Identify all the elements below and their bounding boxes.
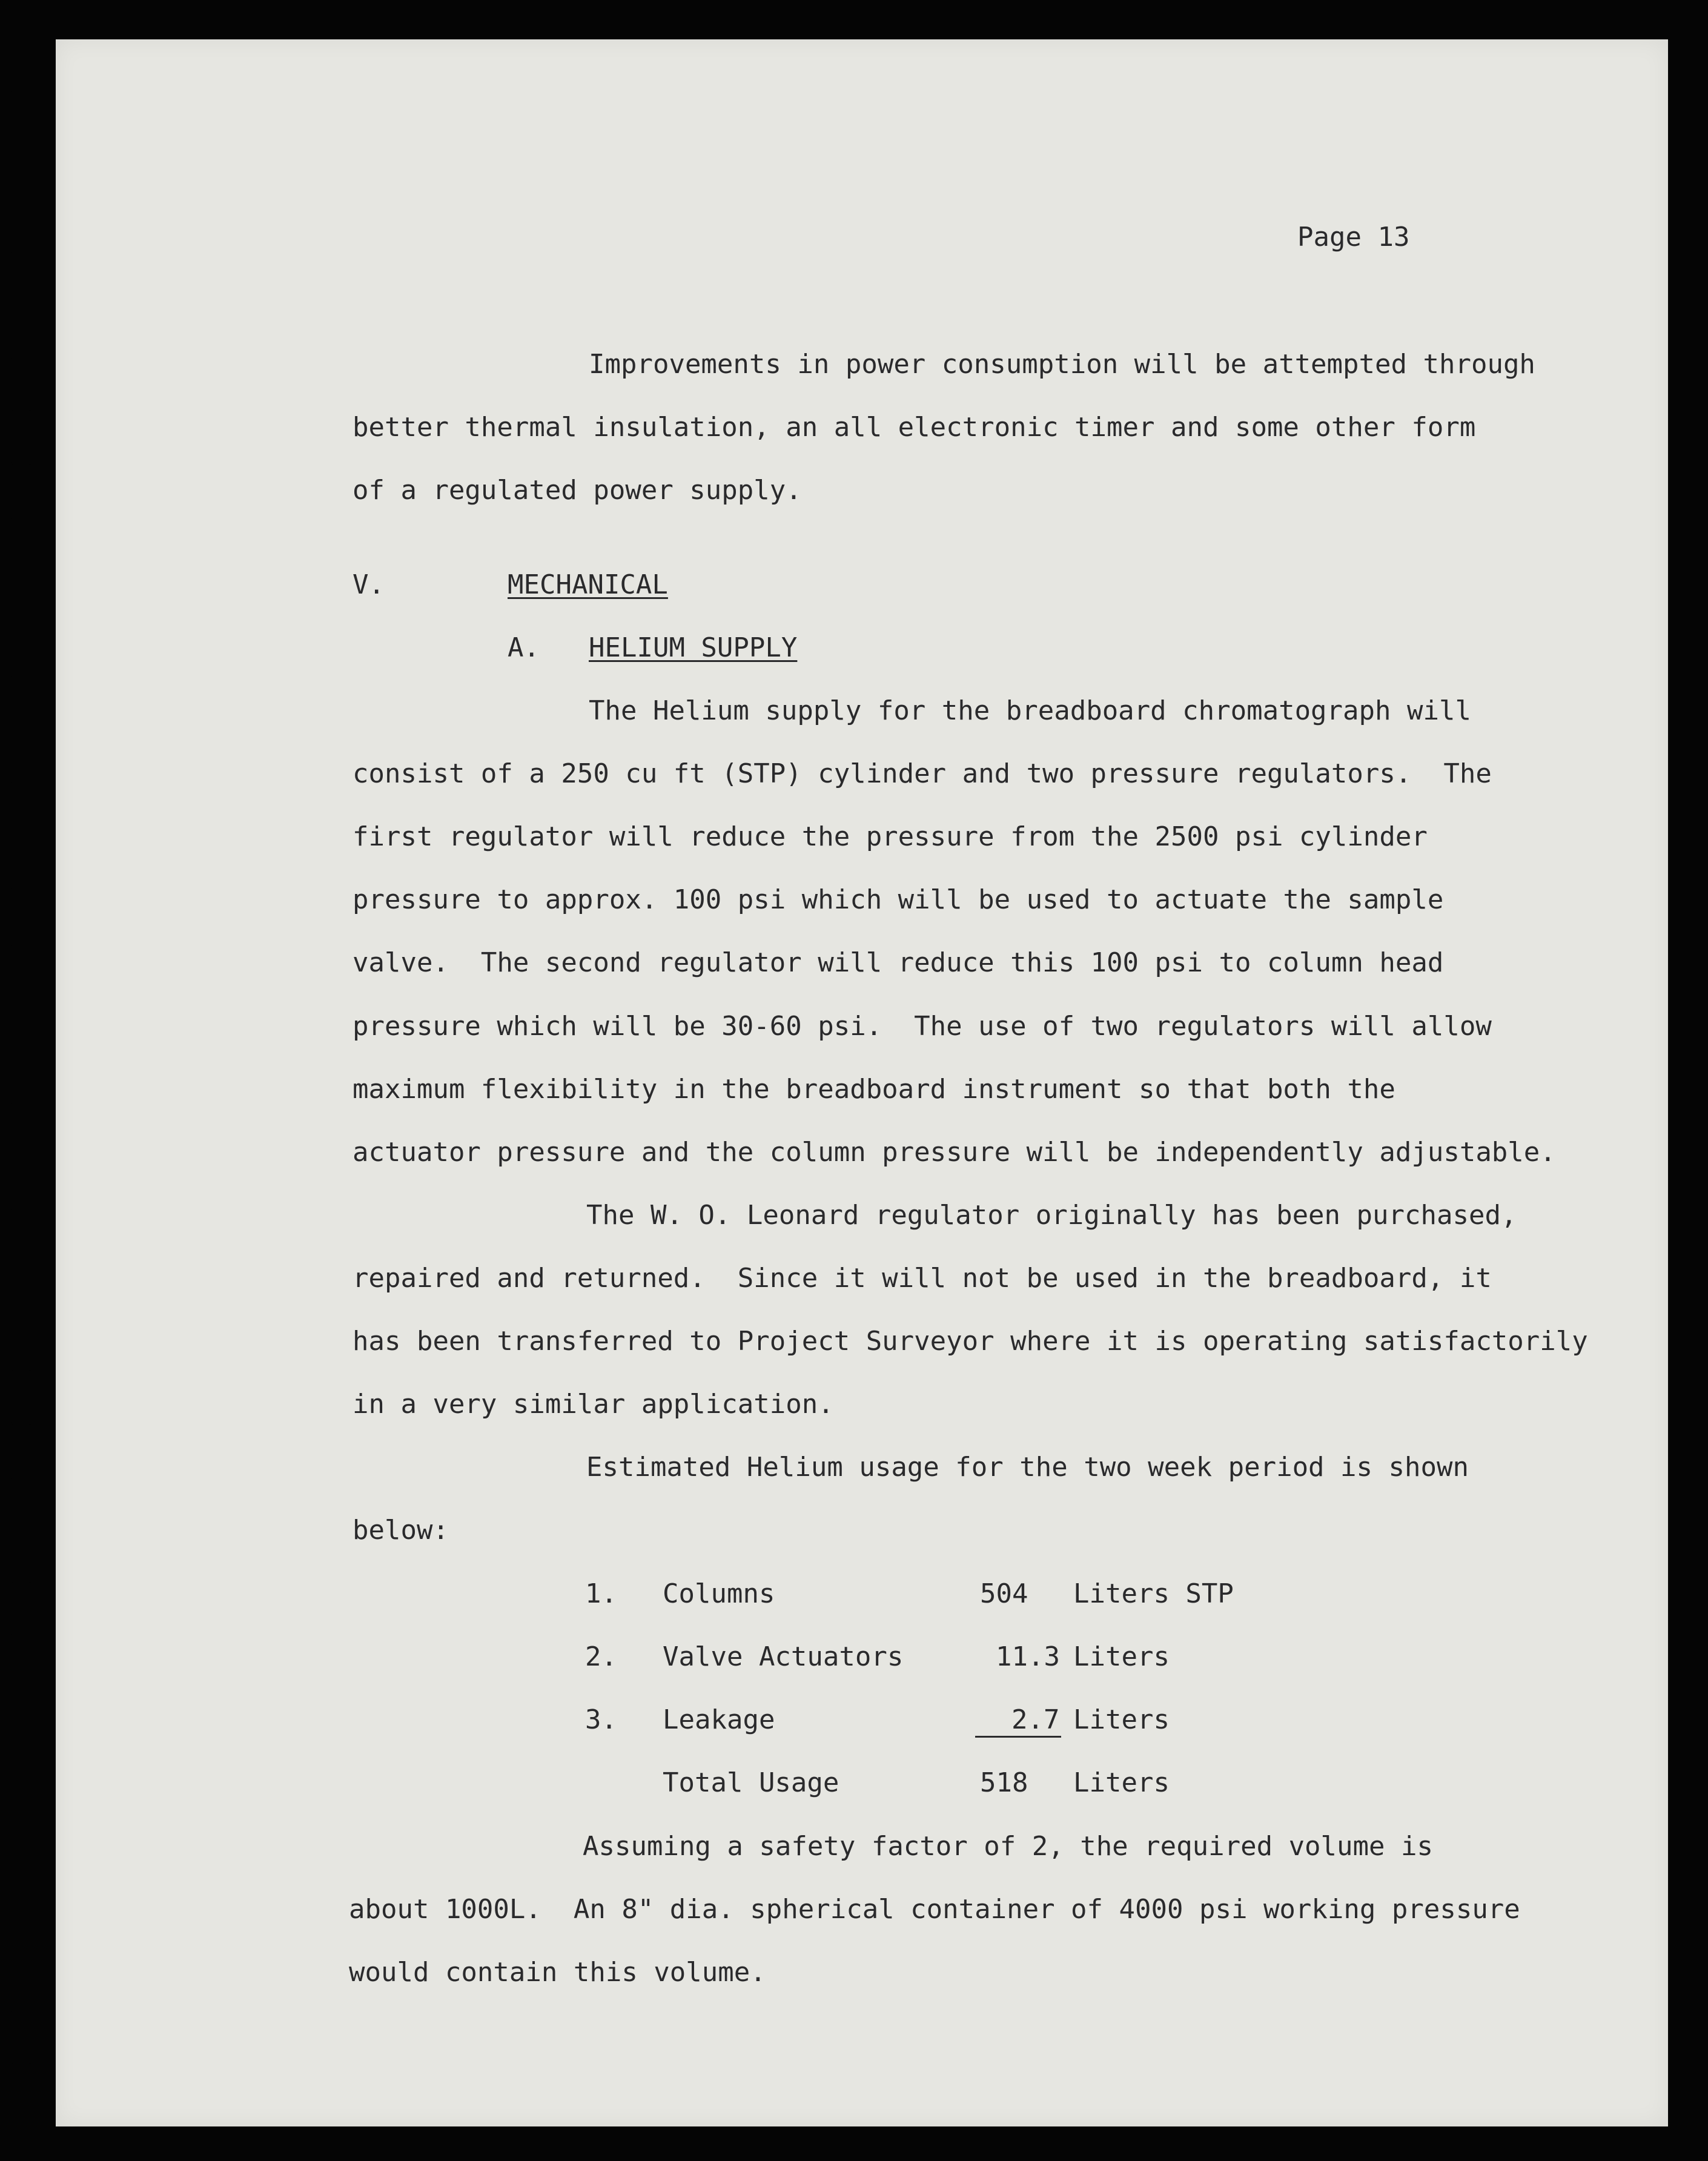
binder-hole <box>11 1796 31 1850</box>
row-value: 504 <box>980 1578 1028 1609</box>
binder-hole <box>11 944 31 998</box>
para1-line: consist of a 250 cu ft (STP) cylinder and two pressure regulators. The <box>353 758 1492 789</box>
intro-line: better thermal insulation, an all electronic timer and some other form <box>353 412 1476 443</box>
subsection-letter: A. <box>508 632 540 663</box>
para2-line: repaired and returned. Since it will not be used in the breadboard, it <box>353 1263 1492 1294</box>
total-label: Total Usage <box>663 1767 839 1798</box>
binder-hole <box>11 836 31 890</box>
row-unit: Liters STP <box>1073 1578 1234 1609</box>
para1-line: maximum flexibility in the breadboard instrument so that both the <box>353 1074 1395 1105</box>
binder-hole <box>11 90 31 144</box>
intro-line: of a regulated power supply. <box>353 475 802 506</box>
binder-hole <box>11 1582 31 1636</box>
para1-line: valve. The second regulator will reduce this 100 psi to column head <box>353 947 1444 978</box>
binder-hole <box>11 306 31 360</box>
row-number: 2. <box>585 1641 617 1672</box>
para1-line: first regulator will reduce the pressure from the 2500 psi cylinder <box>353 821 1428 852</box>
binder-hole <box>11 2010 31 2064</box>
para2-line: The W. O. Leonard regulator originally has been purchased, <box>586 1200 1517 1231</box>
para1-line: The Helium supply for the breadboard chromatograph will <box>589 695 1471 726</box>
binder-hole <box>11 730 31 784</box>
intro-line: Improvements in power consumption will be attempted through <box>589 349 1535 380</box>
binder-hole <box>11 1157 31 1211</box>
para4-line: Assuming a safety factor of 2, the required volume is <box>583 1831 1433 1862</box>
row-value: 2.7 <box>1011 1704 1060 1735</box>
binder-hole <box>11 624 31 678</box>
sum-rule <box>975 1736 1061 1738</box>
para3-line: Estimated Helium usage for the two week period is shown <box>586 1452 1469 1483</box>
binder-hole <box>11 1051 31 1105</box>
row-unit: Liters <box>1073 1704 1170 1735</box>
para4-line: about 1000L. An 8" dia. spherical container of 4000 psi working pressure <box>349 1894 1520 1925</box>
para1-line: pressure to approx. 100 psi which will be used to actuate the sample <box>353 884 1444 915</box>
row-number: 1. <box>585 1578 617 1609</box>
para3-line: below: <box>353 1515 449 1546</box>
page-number: Page 13 <box>1297 222 1410 253</box>
binder-hole <box>11 200 31 254</box>
row-item: Columns <box>663 1578 775 1609</box>
para1-line: pressure which will be 30-60 psi. The use of two regulators will allow <box>353 1011 1492 1042</box>
para4-line: would contain this volume. <box>349 1957 766 1988</box>
binder-hole <box>11 1370 31 1425</box>
section-number: V. <box>353 569 385 600</box>
binder-hole <box>11 1477 31 1531</box>
row-item: Valve Actuators <box>663 1641 904 1672</box>
para2-line: has been transferred to Project Surveyor where it is operating satisfactorily <box>353 1326 1588 1357</box>
total-unit: Liters <box>1073 1767 1170 1798</box>
section-title: MECHANICAL <box>508 569 668 600</box>
row-item: Leakage <box>663 1704 775 1735</box>
binder-hole <box>11 410 31 465</box>
binder-hole <box>11 1690 31 1744</box>
total-value: 518 <box>980 1767 1028 1798</box>
row-value: 11.3 <box>996 1641 1060 1672</box>
binder-hole <box>11 1902 31 1956</box>
binder-hole <box>11 1263 31 1317</box>
subsection-title: HELIUM SUPPLY <box>589 632 798 663</box>
binder-hole <box>11 517 31 571</box>
row-number: 3. <box>585 1704 617 1735</box>
para2-line: in a very similar application. <box>353 1389 834 1420</box>
row-unit: Liters <box>1073 1641 1170 1672</box>
para1-line: actuator pressure and the column pressure will be independently adjustable. <box>353 1137 1556 1168</box>
